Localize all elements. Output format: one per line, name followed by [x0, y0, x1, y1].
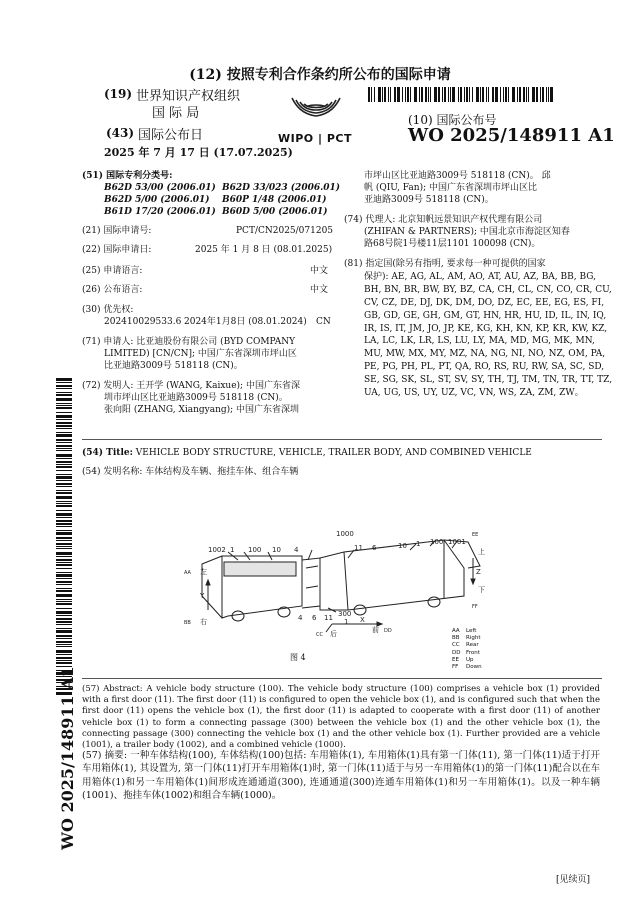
org-number: (19) [104, 87, 133, 101]
legend-code: BB [452, 635, 460, 642]
legend-meaning: Down [466, 664, 482, 671]
org-name: 世界知识产权组织 [136, 89, 241, 104]
priority-country: CN [316, 317, 331, 327]
trailer-end [202, 556, 222, 618]
fig-code: EE [472, 532, 479, 538]
fig-dir-down: 下 [478, 586, 485, 594]
lang: 中文 [310, 266, 329, 276]
fig-label: 100 [430, 538, 444, 546]
fig-label: 6 [312, 614, 317, 622]
fig-dir-left: 左 [200, 568, 207, 576]
fig-label: 11 [324, 614, 333, 622]
title-en-label: (54) Title: [82, 448, 133, 458]
continued-footer: [见续页] [556, 875, 591, 885]
fig-label: 1002 [208, 546, 226, 554]
trailer-window [224, 562, 296, 576]
priority-number: 202410029533.6 [104, 317, 182, 327]
designated-states-line: BH, BN, BR, BW, BY, BZ, CA, CH, CL, CN, CO, CR, CU, [364, 284, 612, 295]
pubdate-label: 国际公布日 [138, 128, 204, 143]
legend-row [452, 628, 482, 635]
pubno-label: (10) 国际公布号 [408, 113, 497, 127]
title-zh: (54) 发明名称: 车体结构及车辆、拖挂车体、组合车辆 [82, 467, 299, 477]
fig-dir-up: 上 [478, 548, 485, 556]
designated-states-line: SE, SG, SK, SL, ST, SV, SY, TH, TJ, TM, TN, TR, TT, TZ, [364, 375, 613, 386]
pubdate: 2025 年 7 月 17 日 (17.07.2025) [104, 146, 293, 159]
org-bureau: 国 际 局 [152, 106, 200, 121]
ipc-code: B60D 5/00 (2006.01) [222, 207, 328, 217]
appno: PCT/CN2025/071205 [236, 226, 334, 236]
fig-label: 4 [298, 614, 303, 622]
fig-code: DD [384, 628, 392, 634]
wheel [428, 597, 440, 607]
fig-code: FF [472, 604, 478, 610]
side-barcode [56, 378, 72, 698]
inventor-cont-line: 帆 (QIU, Fan); 中国广东省深圳市坪山区比 [364, 183, 537, 193]
legend-meaning: Rear [466, 642, 479, 649]
appno-label: (21) 国际申请号: [82, 226, 152, 236]
wipo-text: WIPO | PCT [278, 132, 352, 145]
vehicle-box [320, 540, 464, 610]
fig-label: 1000 [336, 530, 354, 538]
designated-states-line: 保护): AE, AG, AL, AM, AO, AT, AU, AZ, BA, BB, BG, [364, 271, 596, 282]
wipo-logo [276, 92, 356, 152]
inventor-cont-line: 亚迪路3009号 518118 (CN)。 [364, 195, 494, 205]
fig-label: 6 [372, 544, 377, 552]
legend-code: EE [452, 656, 459, 663]
top-barcode [368, 87, 556, 102]
legend-row [452, 664, 482, 671]
inventor-line: 圳市坪山区比亚迪路3009号 518118 (CN)。 [104, 393, 288, 403]
fig-label: 1001 [448, 538, 466, 546]
designated-states-line: LA, LC, LK, LR, LS, LU, LY, MA, MD, MG, MK, MN, [364, 336, 595, 347]
designated-states-line: IR, IS, IT, JM, JO, JP, KE, KG, KH, KN, KP, KR, KW, KZ, [364, 323, 608, 334]
priority-date: 2024年1月8日 (08.01.2024) [184, 317, 307, 327]
legend-row [452, 657, 482, 664]
legend-meaning: Left [466, 628, 477, 634]
document-title: (12) 按照专利合作条约所公布的国际申请 [189, 67, 451, 83]
wheel [232, 611, 244, 621]
applicant-line: (71) 申请人: 比亚迪股份有限公司 (BYD COMPANY [82, 337, 296, 347]
ipc-label: (51) 国际专利分类号: [82, 171, 173, 181]
legend-row [452, 635, 482, 642]
legend-code: CC [452, 642, 460, 649]
fig-label: 1 [416, 540, 421, 548]
designated-states-line: MU, MW, MX, MY, MZ, NA, NG, NI, NO, NZ, OM, PA, [364, 349, 606, 360]
applicant-line: LIMITED) [CN/CN]; 中国广东省深圳市坪山区 [104, 349, 297, 359]
figure-caption: 图 4 [290, 653, 306, 662]
publang: 中文 [310, 285, 329, 295]
abstract-zh: (57) 摘要: 一种车体结构(100), 车体结构(100)包括: 车用箱体(1), 车用箱体(1)具有第一门体(11), 第一门体(11)适于打开车用箱体(1), 其设置为, 第一门体(11)打开车用箱体(1)时, 第一门体(11)适于与另一车用箱体(1)的第一门体(11)配合以在车用箱体(1)和另一车用箱体(1)间形成连通通道(300), 连通通道(300)连通车用箱体(1)和另一车用箱体(1)。以及一种车辆(1001)、拖挂车体(1002)和组合车辆(1000)。 [82, 750, 600, 802]
inventor-cont-line: 市坪山区比亚迪路3009号 518118 (CN)。 邱 [364, 171, 551, 181]
fig-label: 4 [294, 546, 299, 554]
applicant-line: 比亚迪路3009号 518118 (CN)。 [104, 361, 243, 371]
legend-meaning: Front [466, 649, 480, 656]
fig-code: CC [316, 632, 323, 638]
ipc-code: B62D 33/023 (2006.01) [222, 183, 341, 193]
ipc-code: B62D 53/00 (2006.01) [104, 183, 216, 193]
agent-line: 路68号院1号楼11层1101 100098 (CN)。 [364, 239, 541, 249]
agent-line: (ZHIFAN & PARTNERS); 中国北京市海淀区知春 [364, 227, 570, 237]
pubdate-number: (43) [106, 126, 135, 140]
inventor-line: (72) 发明人: 王开学 (WANG, Kaixue); 中国广东省深 [82, 381, 300, 391]
fig-label: 300 [338, 610, 352, 618]
divider [82, 678, 602, 679]
publang-label: (26) 公布语言: [82, 285, 143, 295]
title-en-text: VEHICLE BODY STRUCTURE, VEHICLE, TRAILER BODY, AND COMBINED VEHICLE [135, 448, 532, 458]
figure-legend [452, 628, 482, 671]
inventor-line: 张向阳 (ZHANG, Xiangyang); 中国广东省深圳 [104, 405, 300, 415]
legend-code: FF [452, 664, 459, 671]
divider [82, 439, 602, 440]
legend-code: AA [452, 628, 460, 634]
fig-dir-rear: 后 [330, 630, 337, 638]
fig-code: AA [184, 570, 191, 576]
legend-meaning: Up [466, 656, 474, 663]
designated-states-line: (81) 指定国(除另有指明, 要求每一种可提供的国家 [344, 259, 546, 269]
legend-row [452, 642, 482, 649]
pubno: WO 2025/148911 A1 [408, 125, 615, 146]
filing-label: (22) 国际申请日: [82, 245, 152, 255]
legend-meaning: Right [466, 635, 481, 642]
ipc-code: B61D 17/20 (2006.01) [104, 207, 216, 217]
legend-code: DD [452, 649, 461, 656]
fig-label: 10 [398, 542, 407, 550]
fig-label: 1 [344, 618, 349, 626]
fig-label: 10 [272, 546, 281, 554]
priority-label: (30) 优先权: [82, 305, 134, 315]
fig-label: Y [200, 592, 205, 600]
agent-line: (74) 代理人: 北京知帆远景知识产权代理有限公司 [344, 215, 543, 225]
fig-dir-front: 前 [372, 626, 379, 634]
lang-label: (25) 申请语言: [82, 266, 143, 276]
connecting-passage [302, 558, 320, 608]
fig-label: Z [476, 568, 481, 576]
fig-label: 1 [230, 546, 235, 554]
ipc-code: B62D 5/00 (2006.01) [104, 195, 210, 205]
designated-states-line: UA, UG, US, UY, UZ, VC, VN, WS, ZA, ZM, ZW。 [364, 388, 584, 398]
fig-code: BB [184, 620, 191, 626]
side-number: WO 2025/148911 A1 [58, 666, 77, 850]
legend-row [452, 650, 482, 657]
fig-label: 100 [248, 546, 262, 554]
designated-states-line: GB, GD, GE, GH, GM, GT, HN, HR, HU, ID, IL, IN, IQ, [364, 310, 607, 321]
abstract-en: (57) Abstract: A vehicle body structure (100). The vehicle body structure (100) comprises a vehicle box (1) provided with a first door (11). The first door (11) is configured to open the vehicle box (1), and is configured such that when the first door (11) opens the vehicle box (1), the first door (11) is adapted to cooperate with a first door (11) of another vehicle box (1) to form a connecting passage (300) between the vehicle box (1) and the other vehicle box (1), the connecting passage (300) connecting the vehicle box (1) and the other vehicle box (1). Further provided are a vehicle (1001), a trailer body (1002), and a combined vehicle (1000). [82, 684, 600, 751]
wheel [354, 605, 366, 615]
fig-label: 11 [354, 544, 363, 552]
side-number-wrap [56, 666, 77, 870]
fig-dir-right: 右 [200, 618, 207, 626]
ipc-code: B60P 1/48 (2006.01) [222, 195, 327, 205]
designated-states-line: CV, CZ, DE, DJ, DK, DM, DO, DZ, EC, EE, EG, ES, FI, [364, 297, 605, 308]
designated-states-line: PE, PG, PH, PL, PT, QA, RO, RS, RU, RW, SA, SC, SD, [364, 362, 605, 373]
filing-date: 2025 年 1 月 8 日 (08.01.2025) [195, 245, 333, 255]
fig-label: X [360, 616, 365, 624]
title-en [82, 448, 532, 458]
